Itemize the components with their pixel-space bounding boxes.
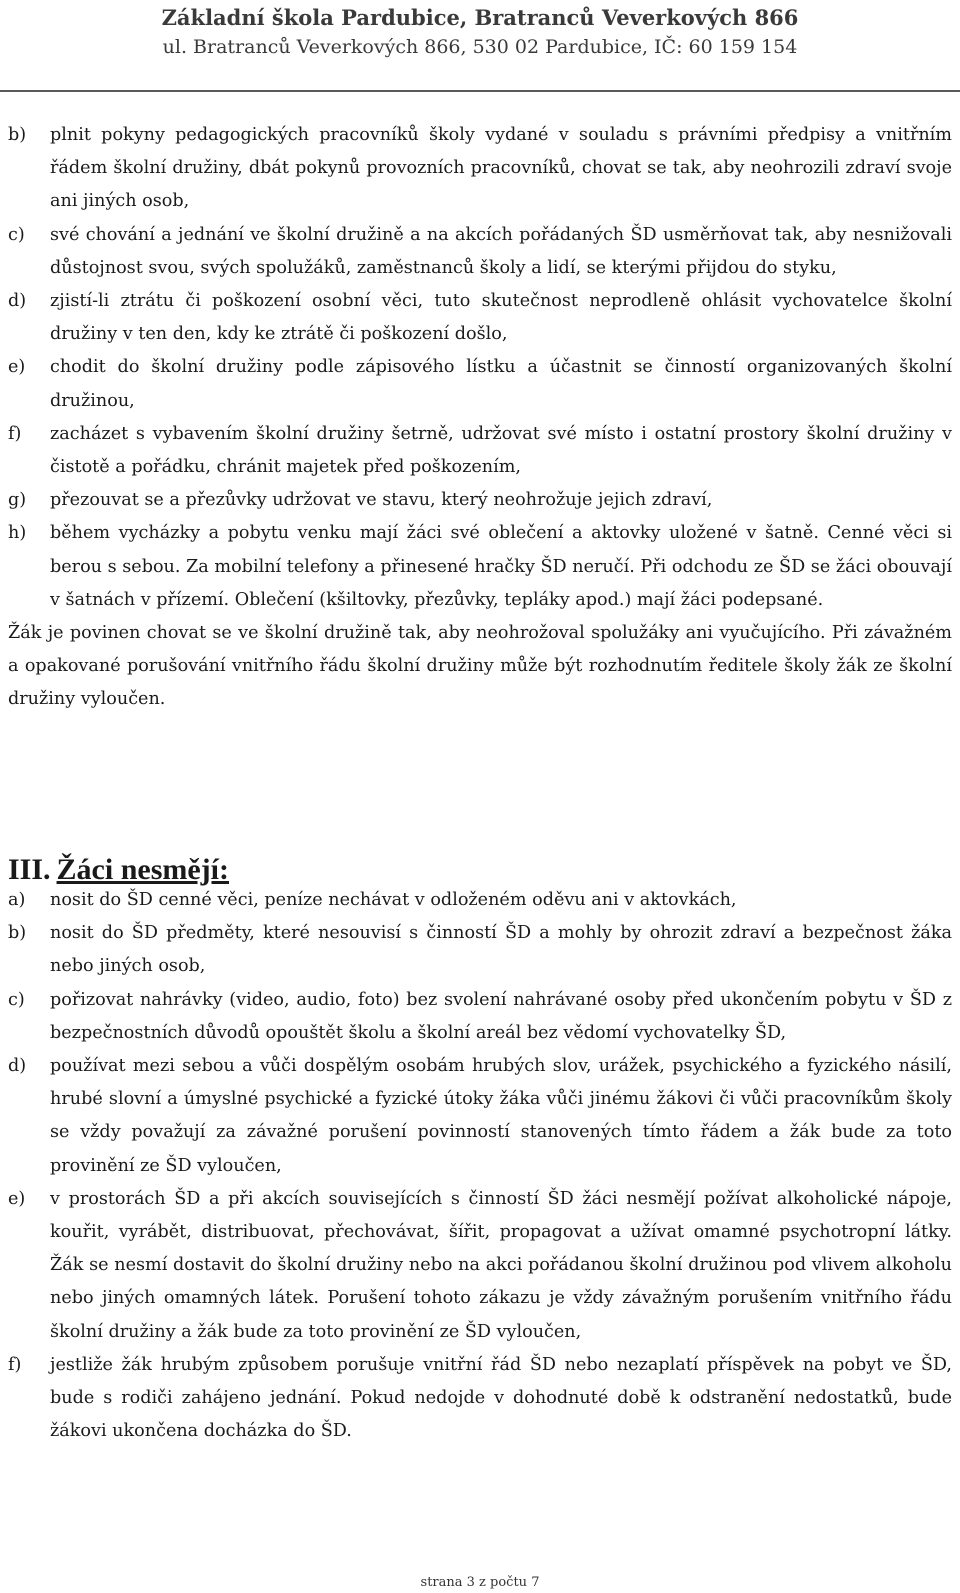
school-name: Základní škola Pardubice, Bratranců Veverkových 866 bbox=[161, 5, 799, 30]
item-label: e) bbox=[8, 1188, 26, 1209]
page-header bbox=[0, 0, 960, 62]
page-number: strana 3 z počtu 7 bbox=[420, 1575, 540, 1590]
item-text: své chování a jednání ve školní družině a na akcích pořádaných ŠD usměrňovat tak, aby nesnižovali důstojnost svou, svých spolužáků, zaměstnanců školy a lidí, se kterými přijdou do styku, bbox=[50, 224, 952, 278]
item-text: přezouvat se a přezůvky udržovat ve stavu, který neohrožuje jejich zdraví, bbox=[50, 490, 713, 511]
list-item bbox=[8, 285, 952, 351]
item-label: d) bbox=[8, 1056, 27, 1077]
item-label: f) bbox=[8, 1354, 22, 1375]
item-text: chodit do školní družiny podle zápisového lístku a účastnit se činností organizovaných školní družinou, bbox=[50, 357, 952, 411]
list-item bbox=[8, 1183, 952, 1349]
item-text: zjistí-li ztrátu či poškození osobní věci, tuto skutečnost neprodleně ohlásit vychovatelce školní družiny v ten den, kdy ke ztrátě či poškození došlo, bbox=[50, 291, 952, 345]
item-label: a) bbox=[8, 890, 26, 910]
rules-paragraph: Žák je povinen chovat se ve školní družině tak, aby neohrožoval spolužáky ani vyučujícího. Při závažném a opakované porušování vnitřního řádu školní družiny může být rozhodnutím ředitele školy žák ze školní družiny vyloučen. bbox=[8, 623, 952, 710]
section-number: III. bbox=[8, 853, 51, 886]
item-label: c) bbox=[8, 989, 25, 1010]
item-label: b) bbox=[8, 923, 27, 944]
list-item bbox=[8, 119, 952, 219]
school-address: ul. Bratranců Veverkových 866, 530 02 Pardubice, IČ: 60 159 154 bbox=[162, 36, 798, 58]
list-item bbox=[8, 917, 952, 983]
item-text: nosit do ŠD cenné věci, peníze nechávat v odloženém oděvu ani v aktovkách, bbox=[50, 890, 737, 910]
list-item bbox=[8, 884, 952, 917]
list-item bbox=[8, 1050, 952, 1183]
list-item bbox=[8, 517, 952, 617]
item-text: plnit pokyny pedagogických pracovníků školy vydané v souladu s právními předpisy a vnitřním řádem školní družiny, dbát pokynů provozních pracovníků, chovat se tak, aby neohrozili zdraví svoje ani jiných osob, bbox=[50, 125, 952, 212]
item-label: e) bbox=[8, 357, 26, 378]
list-item bbox=[8, 484, 952, 517]
item-label: d) bbox=[8, 291, 27, 312]
item-label: c) bbox=[8, 224, 25, 245]
item-label: h) bbox=[8, 523, 27, 544]
item-text: během vycházky a pobytu venku mají žáci své oblečení a aktovky uložené v šatně. Cenné věci si berou s sebou. Za mobilní telefony a přinesené hračky ŠD neručí. Při odchodu ze ŠD se žáci obouvají v šatnách v přízemí. Oblečení (kšiltovky, přezůvky, tepláky apod.) mají žáci podepsané. bbox=[50, 523, 952, 610]
section-name: Žáci nesmějí: bbox=[56, 853, 229, 886]
prohibitions-list bbox=[8, 884, 952, 1448]
list-item bbox=[8, 351, 952, 417]
item-text: pořizovat nahrávky (video, audio, foto) bez svolení nahrávané osoby před ukončením pobytu v ŠD z bezpečnostních důvodů opouštět školu a školní areál bez vědomí vychovatelky ŠD, bbox=[50, 989, 952, 1043]
item-text: v prostorách ŠD a při akcích souvisejících s činností ŠD žáci nesmějí požívat alkoholické nápoje, kouřit, vyrábět, distribuovat, přechovávat, šířit, propagovat a užívat omamné psychotropní látky. Žák se nesmí dostavit do školní družiny nebo na akci pořádanou školní družinou pod vlivem alkoholu nebo jiných omamných látek. Porušení tohoto zákazu je vždy závažným porušením vnitřního řádu školní družiny a žák bude za toto provinění ze ŠD vyloučen, bbox=[50, 1188, 952, 1342]
header-divider bbox=[0, 90, 960, 92]
duties-list bbox=[8, 119, 952, 717]
item-label: b) bbox=[8, 125, 27, 145]
item-text: jestliže žák hrubým způsobem porušuje vnitřní řád ŠD nebo nezaplatí příspěvek na pobyt ve ŠD, bude s rodiči zahájeno jednání. Pokud nedojde v dohodnuté době k odstranění nedostatků, bude žákovi ukončena docházka do ŠD. bbox=[50, 1354, 952, 1442]
list-item bbox=[8, 418, 952, 484]
item-text: zacházet s vybavením školní družiny šetrně, udržovat své místo i ostatní prostory školní družiny v čistotě a pořádku, chránit majetek před poškozením, bbox=[50, 423, 952, 478]
list-item bbox=[8, 1349, 952, 1449]
item-label: g) bbox=[8, 490, 27, 511]
item-text: nosit do ŠD předměty, které nesouvisí s činností ŠD a mohly by ohrozit zdraví a bezpečnost žáka nebo jiných osob, bbox=[50, 923, 952, 977]
item-text: používat mezi sebou a vůči dospělým osobám hrubých slov, urážek, psychického a fyzického násilí, hrubé slovní a úmyslné psychické a fyzické útoky žáka vůči jinému žákovi či vůči pracovníkům školy se vždy považují za závažné porušení povinností stanovených tímto řádem a žák bude za toto provinění ze ŠD vyloučen, bbox=[50, 1056, 952, 1176]
list-item bbox=[8, 984, 952, 1050]
list-item bbox=[8, 219, 952, 285]
item-label: f) bbox=[8, 423, 22, 444]
